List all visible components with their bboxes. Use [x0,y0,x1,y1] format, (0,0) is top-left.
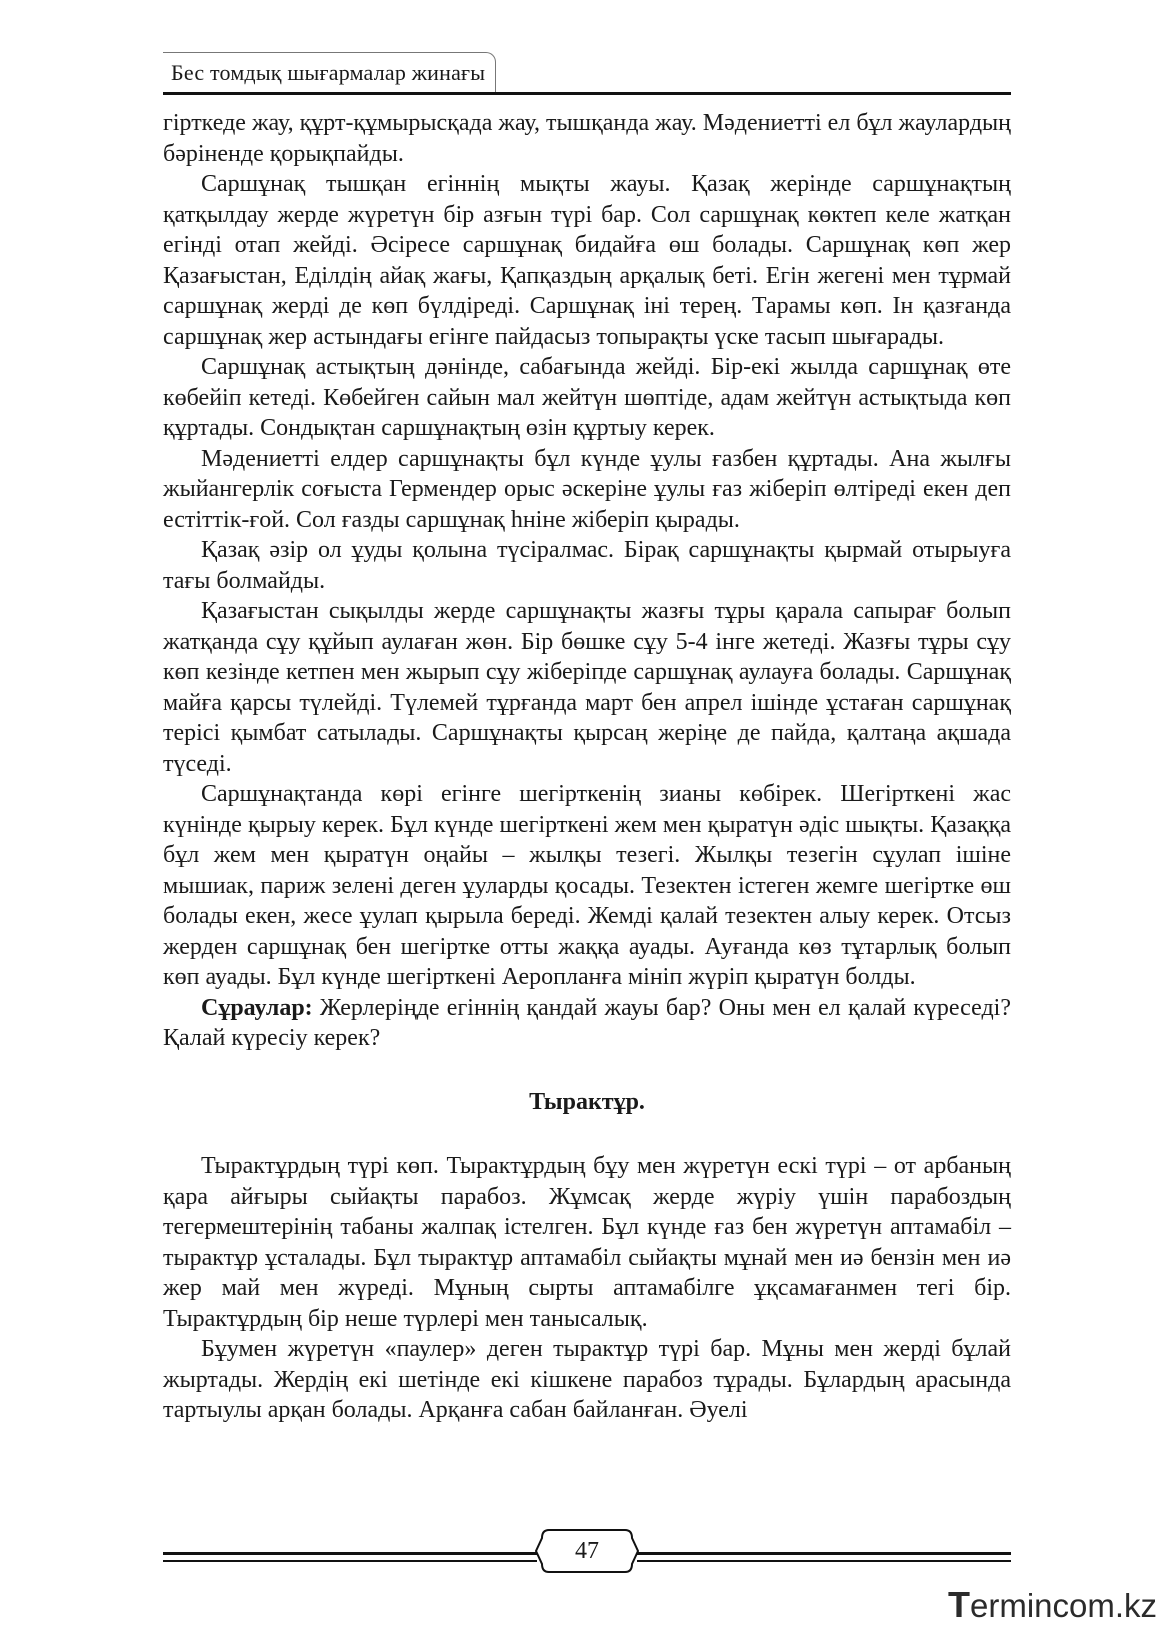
paragraph: Тырактұрдың түрі көп. Тырактұрдың бұу мен жүретүн ескі түрі – от арбаның қара айғыры сыйақты парабоз. Жұмсақ жерде жүріу үшін парабоздың тегермештерінің табаны жалпақ істелген. Бұл күнде ғаз бен жүретүн аптамабіл – тырактұр ұсталады. Бұл тырактұр аптамабіл сыйақты мұнай мен иә бензін мен иә жер май мен жүреді. Мұның сырты аптамабілге ұқсамағанмен тегі бір. Тырактұрдың бір неше түрлері мен танысалық. [163,1153,1011,1332]
page-number: 47 [575,1538,599,1564]
paragraph: Саршұнақ астықтың дәнінде, сабағында жейді. Бір-екі жылда саршұнақ өте көбейіп кетеді. Көбейген сайын мал жейтүн шөптіде, адам жейтүн астықтыда көп құртады. Сондықтан саршұнақтың өзін құртыу керек. [163,354,1011,441]
page-body [163,108,1011,1426]
paragraph: Саршұнақтанда көрі егінге шегірткенің зианы көбірек. Шегірткені жас күнінде қырыу керек. Бұл күнде шегірткені жем мен қыратүн әдіс шықты. Қазаққа бұл жем мен қыратүн оңайы – жылқы тезегі. Жылқы тезегін сұулап ішіне мышиак, париж зелені деген ұуларды қосады. Тезектен істеген жемге шегіртке өш болады екен, жесе ұулап қырыла береді. Жемді қалай тезектен алыу керек. Отсыз жерден саршұнақ бен шегіртке отты жаққа ауады. Ауғанда көз тұтарлық болып көп ауады. Бұл күнде шегірткені Аеропланға мініп жүріп қыратүн болды. [163,781,1011,990]
paragraph: Саршұнақ тышқан егіннің мықты жауы. Қазақ жерінде саршұнақтың қатқылдау жерде жүретүн бір азғын түрі бар. Сол саршұнақ көктеп келе жатқан егінді отап жейді. Әсіресе саршұнақ бидайға өш болады. Саршұнақ көп жер Қазағыстан, Еділдің айақ жағы, Қапқаздың арқалық беті. Егін жегені мен тұрмай саршұнақ жерді де көп бүлдіреді. Саршұнақ іні терең. Тарамы көп. Ін қазғанда саршұнақ жер астындағы егінге пайдасыз топырақты үске тасып шығарады. [163,171,1011,350]
running-header [163,52,1011,96]
questions-paragraph [163,993,1011,1054]
footer-rule-left [163,1552,537,1562]
watermark-brand-letter: T [948,1584,970,1625]
watermark-text: ermincom.kz [970,1587,1158,1624]
header-rule [163,92,1011,95]
book-title: Бес томдық шығармалар жинағы [163,52,496,93]
site-watermark [948,1584,1158,1625]
paragraph: Бұумен жүретүн «паулер» деген тырактұр түрі бар. Мұны мен жерді бұлай жыртады. Жердің екі шетінде екі кішкене парабоз тұрады. Бұлардың арасында тартыулы арқан болады. Арқанға сабан байланған. Әуелі [163,1336,1011,1423]
questions-label: Сұраулар: [201,994,313,1021]
paragraph: гірткеде жау, құрт-құмырысқада жау, тышқанда жау. Мәдениетті ел бұл жаулардың бәріненде қорықпайды. [163,110,1011,167]
questions-text: Жерлеріңде егіннің қандай жауы бар? Оны мен ел қалай күреседі? Қалай күресіу керек? [163,994,1011,1051]
paragraph: Қазағыстан сықылды жерде саршұнақты жазғы тұры қарала сапырағ болып жатқанда сұу құйып аулаған жөн. Бір бөшке сұу 5-4 інге жетеді. Жазғы тұры сұу көп кезінде кетпен мен жырып сұу жіберіпде саршұнақ аулауға болады. Саршұнақ майға қарсы түлейді. Түлемей тұрғанда март бен апрел ішінде ұстаған саршұнақ терісі қымбат сатылады. Саршұнақты қырсаң жеріңе де пайда, қалтаңа ақшада түседі. [163,598,1011,777]
section-title: Тырактұр. [529,1088,645,1115]
paragraph: Мәдениетті елдер саршұнақты бұл күнде ұулы ғазбен құртады. Ана жылғы жыйангерлік соғыста Гермендер орыс әскеріне ұулы ғаз жіберіп өлтіреді екен деп естіттік-ғой. Сол ғазды саршұнақ һніне жіберіп қырады. [163,445,1011,533]
page-number-badge [535,1528,639,1574]
footer-rule-right [637,1552,1011,1562]
paragraph: Қазақ әзір ол ұуды қолына түсіралмас. Бірақ саршұнақты қырмай отырыуға тағы болмайды. [163,537,1011,594]
page-footer [163,1528,1011,1578]
